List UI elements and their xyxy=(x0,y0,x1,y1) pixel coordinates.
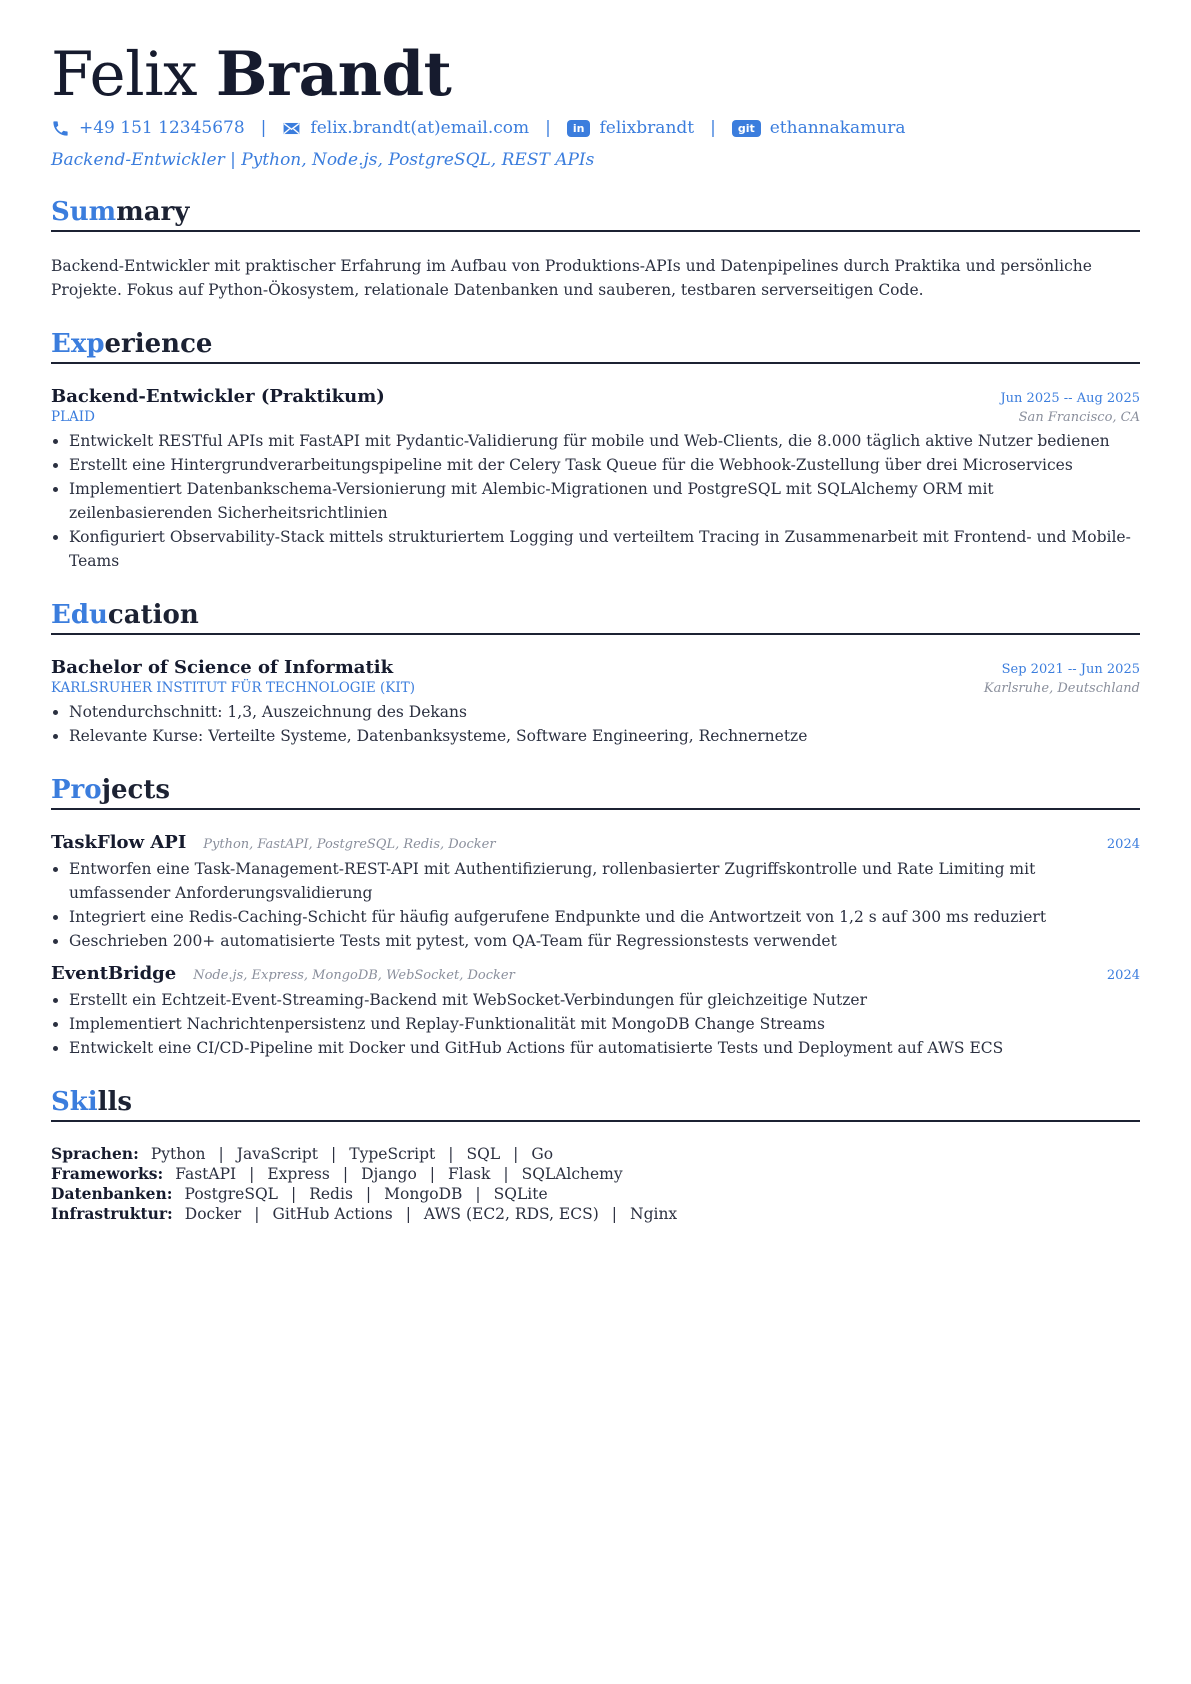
skill-category: Infrastruktur: xyxy=(51,1204,173,1223)
project-name: TaskFlow API xyxy=(51,832,187,853)
bullet-item: • Implementiert Datenbankschema-Versionierung mit Alembic-Migrationen und PostgreSQL mit SQLAlchemy ORM mit zeilenbasierenden Sicherheitsrichtlinien xyxy=(69,477,1140,525)
bullet-item: • Erstellt ein Echtzeit-Event-Streaming-Backend mit WebSocket-Verbindungen für gleichzeitige Nutzer xyxy=(69,988,1140,1012)
project-tech: Node.js, Express, MongoDB, WebSocket, Docker xyxy=(193,968,515,983)
github-contact[interactable] xyxy=(732,118,906,138)
skill-item: Go xyxy=(531,1145,554,1163)
skill-separator: | xyxy=(290,1185,297,1203)
section-title: Experience xyxy=(51,328,1140,364)
envelope-icon xyxy=(282,119,301,138)
project-entry xyxy=(51,963,1140,1060)
skill-item: Nginx xyxy=(630,1205,678,1223)
school-location: Karlsruhe, Deutschland xyxy=(983,681,1140,696)
skill-item: Docker xyxy=(184,1205,242,1223)
bullet-item: • Erstellt eine Hintergrundverarbeitungspipeline mit der Celery Task Queue für die Webhook-Zustellung über drei Microservices xyxy=(69,453,1140,477)
summary-text: Backend-Entwickler mit praktischer Erfahrung im Aufbau von Produktions-APIs und Datenpipelines durch Praktika und persönliche Projekte. Fokus auf Python-Ökosystem, relationale Datenbanken und sauberen, testbaren serverseitigen Code. xyxy=(51,257,1092,299)
skill-separator: | xyxy=(405,1205,411,1223)
skill-separator: | xyxy=(218,1145,224,1163)
skill-row xyxy=(51,1184,1140,1204)
skill-item: TypeScript xyxy=(349,1145,436,1163)
skill-separator: | xyxy=(249,1165,255,1183)
skill-item: Redis xyxy=(309,1185,353,1203)
skill-separator: | xyxy=(448,1145,454,1163)
skill-item: Python xyxy=(150,1145,206,1163)
bullet-item: • Integriert eine Redis-Caching-Schicht für häufig aufgerufene Endpunkte und die Antwortzeit von 1,2 s auf 300 ms reduziert xyxy=(69,905,1140,929)
contact-separator: | xyxy=(710,118,716,138)
first-name: Felix xyxy=(51,39,198,110)
project-bullets xyxy=(51,857,1140,953)
summary-section xyxy=(51,196,1140,302)
skill-item: FastAPI xyxy=(175,1165,237,1183)
bullet-item: • Entworfen eine Task-Management-REST-API mit Authentifizierung, rollenbasierter Zugriffskontrolle und Rate Limiting mit umfassender Anforderungsvalidierung xyxy=(69,857,1140,905)
contact-separator: | xyxy=(260,118,267,138)
skill-item: JavaScript xyxy=(236,1145,319,1163)
skill-item: SQLAlchemy xyxy=(521,1165,623,1183)
project-year: 2024 xyxy=(1106,837,1140,852)
experience-entry xyxy=(51,386,1140,573)
skill-row xyxy=(51,1204,1140,1224)
project-bullets xyxy=(51,988,1140,1060)
skill-item: Express xyxy=(267,1165,330,1183)
education-section xyxy=(51,599,1140,748)
bullet-item: • Entwickelt RESTful APIs mit FastAPI mit Pydantic-Validierung für mobile und Web-Clients, die 8.000 täglich aktive Nutzer bedienen xyxy=(69,429,1140,453)
skill-item: Django xyxy=(361,1165,417,1183)
job-title: Backend-Entwickler (Praktikum) xyxy=(51,386,385,407)
skill-row xyxy=(51,1144,1140,1164)
education-entry xyxy=(51,657,1140,748)
skill-item: Flask xyxy=(448,1165,491,1183)
skill-item: SQLite xyxy=(493,1185,548,1203)
company-name: PLAID xyxy=(51,409,95,425)
study-dates: Sep 2021 -- Jun 2025 xyxy=(1001,662,1140,677)
last-name: Brandt xyxy=(215,39,452,110)
bullet-item: • Entwickelt eine CI/CD-Pipeline mit Docker und GitHub Actions für automatisierte Tests und Deployment auf AWS ECS xyxy=(69,1036,1140,1060)
degree-title: Bachelor of Science of Informatik xyxy=(51,657,394,678)
section-title: Skills xyxy=(51,1086,1140,1122)
skill-separator: | xyxy=(342,1165,349,1183)
skill-item: AWS (EC2, RDS, ECS) xyxy=(423,1205,599,1223)
project-entry xyxy=(51,832,1140,953)
bullet-item: • Implementiert Nachrichtenpersistenz und Replay-Funktionalität mit MongoDB Change Streams xyxy=(69,1012,1140,1036)
phone-icon xyxy=(51,119,70,138)
bullet-item: • Geschrieben 200+ automatisierte Tests mit pytest, vom QA-Team für Regressionstests verwendet xyxy=(69,929,1140,953)
tagline: Backend-Entwickler | Python, Node.js, PostgreSQL, REST APIs xyxy=(51,150,595,170)
skill-category: Datenbanken: xyxy=(51,1184,173,1203)
phone-number: +49 151 12345678 xyxy=(79,118,245,138)
bullet-item: • Notendurchschnitt: 1,3, Auszeichnung des Dekans xyxy=(69,700,1140,724)
skill-item: SQL xyxy=(466,1145,501,1163)
email-address: felix.brandt(at)email.com xyxy=(310,118,530,138)
contact-line xyxy=(51,115,1140,141)
skill-separator: | xyxy=(611,1205,617,1223)
skill-category: Frameworks: xyxy=(51,1164,164,1183)
project-tech: Python, FastAPI, PostgreSQL, Redis, Docker xyxy=(203,837,496,852)
job-dates: Jun 2025 -- Aug 2025 xyxy=(1000,391,1140,406)
skill-item: MongoDB xyxy=(384,1185,463,1203)
project-name: EventBridge xyxy=(51,963,177,984)
contact-separator: | xyxy=(545,118,551,138)
project-year: 2024 xyxy=(1106,968,1140,983)
skill-item: PostgreSQL xyxy=(184,1185,278,1203)
projects-section xyxy=(51,774,1140,1060)
linkedin-contact[interactable] xyxy=(567,118,694,138)
skill-separator: | xyxy=(365,1185,372,1203)
skill-separator: | xyxy=(429,1165,436,1183)
skill-separator: | xyxy=(331,1145,337,1163)
linkedin-icon: in xyxy=(567,120,591,137)
skills-list xyxy=(51,1144,1140,1224)
email-contact[interactable] xyxy=(282,118,529,138)
experience-section xyxy=(51,328,1140,573)
section-title: Education xyxy=(51,599,1140,635)
skill-separator: | xyxy=(475,1185,481,1203)
skill-item: GitHub Actions xyxy=(272,1205,393,1223)
section-title: Projects xyxy=(51,774,1140,810)
skill-category: Sprachen: xyxy=(51,1144,139,1163)
skills-section xyxy=(51,1086,1140,1224)
job-location: San Francisco, CA xyxy=(1018,410,1140,425)
skill-separator: | xyxy=(503,1165,509,1183)
phone-contact[interactable] xyxy=(51,118,245,138)
section-title: Summary xyxy=(51,196,1140,232)
linkedin-handle: felixbrandt xyxy=(599,118,695,138)
github-handle: ethannakamura xyxy=(769,118,906,138)
job-bullets xyxy=(51,429,1140,573)
bullet-item: • Relevante Kurse: Verteilte Systeme, Datenbanksysteme, Software Engineering, Rechnernetze xyxy=(69,724,1140,748)
skill-row xyxy=(51,1164,1140,1184)
bullet-item: • Konfiguriert Observability-Stack mittels strukturiertem Logging und verteiltem Tracing in Zusammenarbeit mit Frontend- und Mobile-Teams xyxy=(69,525,1140,573)
git-icon: git xyxy=(732,120,761,137)
education-bullets xyxy=(51,700,1140,748)
candidate-name xyxy=(51,38,1140,112)
skill-separator: | xyxy=(513,1145,519,1163)
skill-separator: | xyxy=(254,1205,260,1223)
school-name: KARLSRUHER INSTITUT FÜR TECHNOLOGIE (KIT) xyxy=(51,680,415,696)
